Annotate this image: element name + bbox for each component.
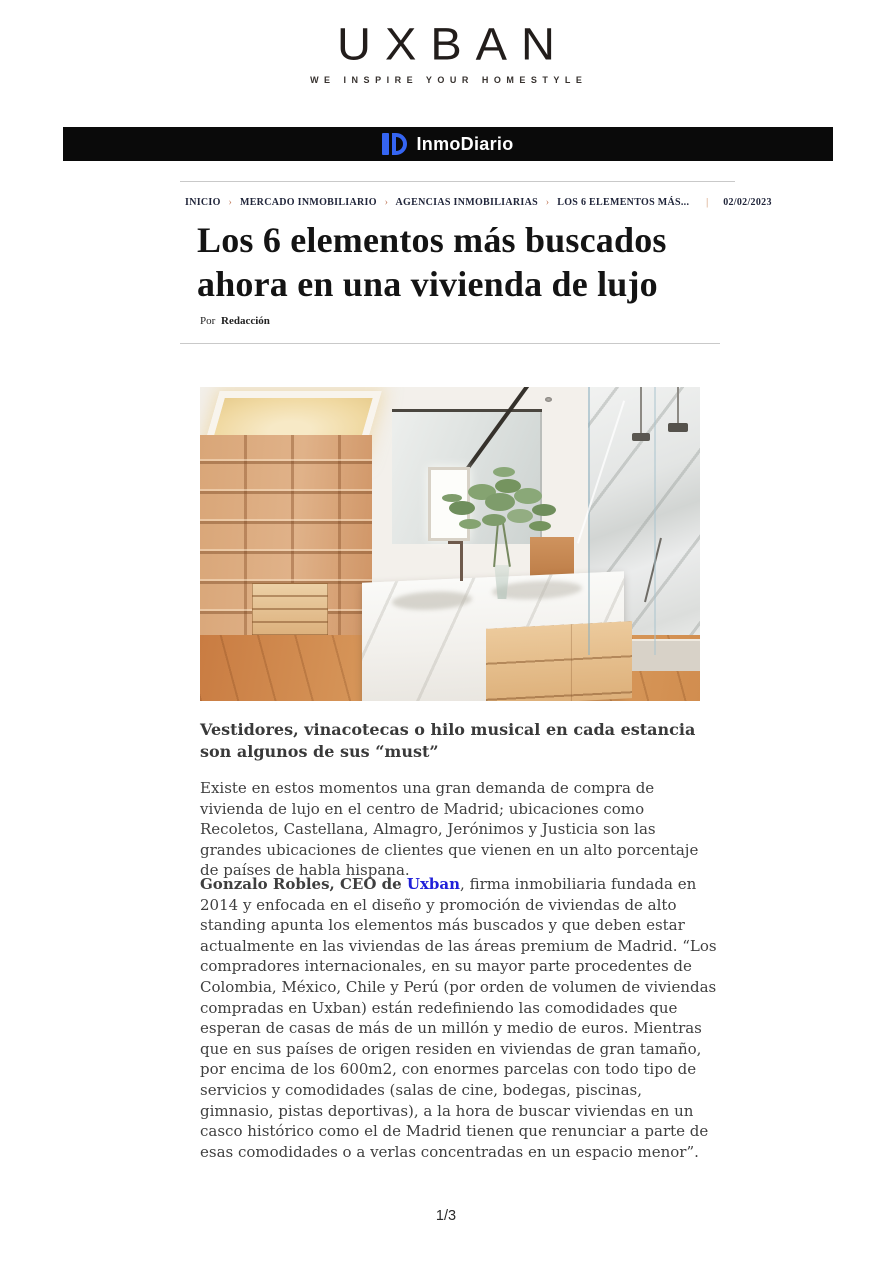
article-subheading: Vestidores, vinacotecas o hilo musical en cada estancia son algunos de sus “must” (200, 720, 696, 761)
ceiling-spotlight (545, 397, 552, 402)
breadcrumb-chevron-icon: › (384, 197, 389, 208)
breadcrumb-item-current: LOS 6 ELEMENTOS MÁS... (557, 197, 690, 208)
article-paragraph-1: Existe en estos momentos una gran demanda de compra de vivienda de lujo en el centro de Madrid; ubicaciones como Recoletos, Castellana, Almagro, Jerónimos y Justicia son las grandes ubicaciones de clientes que vienen en un alto porcentaje de países de habla hispana. (200, 779, 699, 880)
breadcrumb-item-mercado[interactable]: MERCADO INMOBILIARIO (239, 197, 377, 208)
eucalyptus-plant (425, 465, 575, 575)
byline-prefix: Por (200, 315, 216, 327)
island-wood-drawers (486, 621, 632, 701)
uxban-tagline: WE INSPIRE YOUR HOMESTYLE (310, 75, 588, 85)
article-paragraph-2 (200, 874, 718, 1162)
paragraph-body-text: , firma inmobiliaria fundada en 2014 y enfocada en el diseño y promoción de viviendas de alto standing apunta los elementos más buscados y que deben estar actualmente en las viviendas de las áreas premium de Madrid. “Los compradores internacionales, en su mayor parte procedentes de Colombia, México, Chile y Perú (por orden de volumen de viviendas compradas en Uxban) están redefiniendo las comodidades que esperan de casas de más de un millón y medio de euros. Mientras que en sus países de origen residen en viviendas de gran tamaño, por encima de los 600m2, con enormes parcelas con todo tipo de servicios y comodidades (salas de cine, bodegas, piscinas, gimnasio, pistas deportivas), a la hora de buscar viviendas en un casco histórico como el de Madrid tienen que renunciar a parte de esas comodidades o a verlas concentradas en un espacio menor”. (200, 875, 717, 1161)
shower-head (668, 423, 688, 432)
byline (200, 315, 270, 327)
breadcrumb-item-inicio[interactable]: INICIO (185, 197, 221, 208)
page-indicator: 1/3 (435, 1208, 457, 1224)
breadcrumb-chevron-icon: › (545, 197, 550, 208)
byline-divider-rule (180, 343, 720, 344)
byline-author[interactable]: Redacción (221, 315, 270, 327)
plant-stem (493, 523, 499, 567)
shower-pipe (677, 387, 679, 425)
shower-pipe (640, 387, 642, 435)
closet-drawer-unit (252, 583, 328, 637)
plant-stem (501, 517, 511, 567)
site-brand-header (0, 16, 892, 85)
breadcrumb-date-divider: | (706, 197, 709, 208)
paragraph-bold-lead: Gonzalo Robles, CEO de (200, 875, 407, 893)
shower-glass-edge (588, 387, 590, 655)
breadcrumb (185, 197, 805, 208)
inmodiario-id-icon (382, 133, 407, 155)
breadcrumb-item-agencias[interactable]: AGENCIAS INMOBILIARIAS (395, 197, 538, 208)
article-title: Los 6 elementos más buscados ahora en una vivienda de lujo (197, 220, 667, 304)
uxban-link[interactable]: Uxban (406, 875, 461, 893)
inmodiario-wordmark: InmoDiario (416, 133, 514, 154)
id-logo-i-bar (382, 133, 389, 155)
article-hero-image (200, 387, 700, 701)
id-logo-d-shape (392, 133, 407, 155)
uxban-logo: UXBAN (337, 18, 569, 69)
inmodiario-masthead (63, 127, 833, 161)
plant-foliage (485, 493, 515, 511)
top-divider-rule (180, 181, 735, 182)
sink-basin (392, 590, 472, 611)
shower-glass-edge (654, 387, 656, 655)
shower-head (632, 433, 650, 441)
article-date: 02/02/2023 (723, 197, 772, 208)
breadcrumb-chevron-icon: › (228, 197, 233, 208)
